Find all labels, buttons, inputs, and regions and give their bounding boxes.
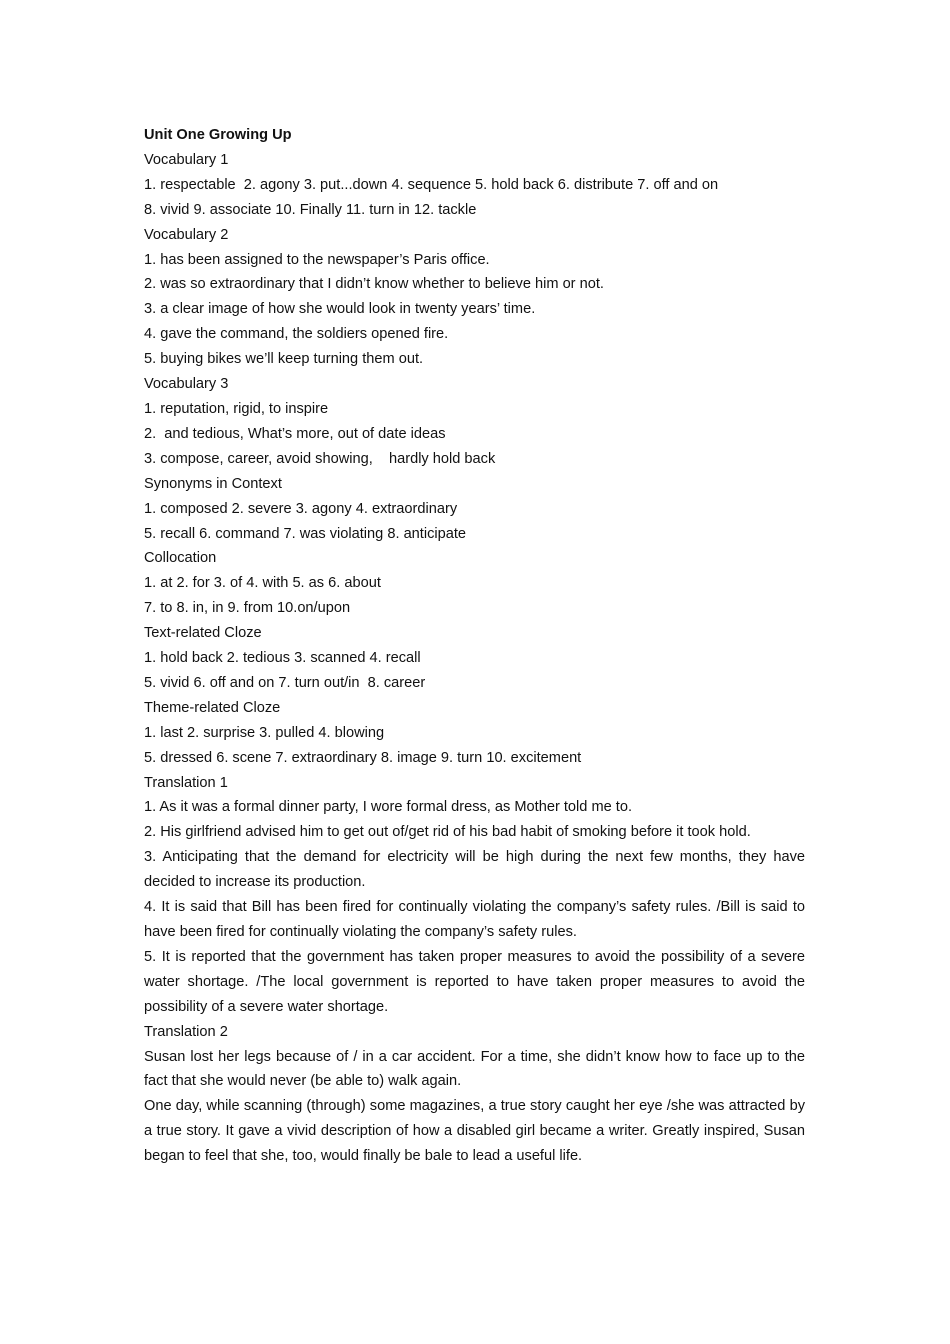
section-heading-collocation: Collocation — [144, 550, 217, 567]
answer-line: 5. buying bikes we’ll keep turning them out. — [144, 351, 424, 368]
answer-line: 3. a clear image of how she would look in twenty years’ time. — [144, 301, 536, 318]
section-heading-vocabulary-3: Vocabulary 3 — [144, 376, 229, 393]
translation-paragraph: 4. It is said that Bill has been fired for continually violating the company’s safety rules. /Bill is said to have been fired for continually violating the company’s safety rules. — [144, 899, 805, 940]
section-heading-vocabulary-2: Vocabulary 2 — [144, 226, 229, 243]
translation-paragraph: 1. As it was a formal dinner party, I wore formal dress, as Mother told me to. — [144, 799, 632, 816]
section-heading-theme-cloze: Theme-related Cloze — [144, 699, 281, 716]
section-heading-text-cloze: Text-related Cloze — [144, 625, 262, 642]
answer-line: 5. dressed 6. scene 7. extraordinary 8. image 9. turn 10. excitement — [144, 749, 582, 766]
answer-line: 3. compose, career, avoid showing, hardly hold back — [144, 450, 496, 467]
translation-paragraph: Susan lost her legs because of / in a car accident. For a time, she didn’t know how to face up to the fact that she would never (be able to) walk again. — [144, 1048, 805, 1090]
answer-line: 1. at 2. for 3. of 4. with 5. as 6. about — [144, 575, 381, 592]
answer-line: 1. respectable 2. agony 3. put...down 4. sequence 5. hold back 6. distribute 7. off and on — [144, 176, 719, 193]
answer-line: 1. last 2. surprise 3. pulled 4. blowing — [144, 724, 385, 741]
answer-line: 2. was so extraordinary that I didn’t know whether to believe him or not. — [144, 276, 604, 293]
answer-line: 4. gave the command, the soldiers opened fire. — [144, 326, 449, 343]
answer-line: 7. to 8. in, in 9. from 10.on/upon — [144, 600, 351, 617]
section-heading-synonyms: Synonyms in Context — [144, 475, 282, 492]
answer-line: 2. and tedious, What’s more, out of date ideas — [144, 425, 446, 442]
section-heading-translation-1: Translation 1 — [144, 774, 228, 791]
answer-line: 5. vivid 6. off and on 7. turn out/in 8. career — [144, 674, 426, 691]
answer-line: 1. composed 2. severe 3. agony 4. extraordinary — [144, 500, 458, 517]
section-heading-translation-2: Translation 2 — [144, 1023, 228, 1040]
translation-paragraph: 5. It is reported that the government has taken proper measures to avoid the possibility of a severe water shortage. /The local government is reported to have taken proper measures to avoid the possibility of a severe water shortage. — [144, 948, 805, 1015]
answer-line: 5. recall 6. command 7. was violating 8. anticipate — [144, 525, 467, 542]
translation-paragraph: 2. His girlfriend advised him to get out of/get rid of his bad habit of smoking before it took hold. — [144, 824, 751, 841]
translation-paragraph: 3. Anticipating that the demand for electricity will be high during the next few months, they have decided to increase its production. — [144, 849, 805, 891]
section-heading-vocabulary-1: Vocabulary 1 — [144, 151, 229, 168]
unit-title: Unit One Growing Up — [144, 127, 292, 143]
answer-line: 1. hold back 2. tedious 3. scanned 4. recall — [144, 650, 421, 667]
answer-line: 1. has been assigned to the newspaper’s Paris office. — [144, 251, 490, 268]
translation-paragraph: One day, while scanning (through) some magazines, a true story caught her eye /she was attracted by a true story. It gave a vivid description of how a disabled girl became a writer. Greatly inspired, Susan began to feel that she, too, would finally be bale to lead a useful life. — [144, 1098, 805, 1165]
answer-line: 8. vivid 9. associate 10. Finally 11. turn in 12. tackle — [144, 201, 477, 218]
answer-line: 1. reputation, rigid, to inspire — [144, 400, 329, 417]
document-page — [144, 123, 805, 1169]
